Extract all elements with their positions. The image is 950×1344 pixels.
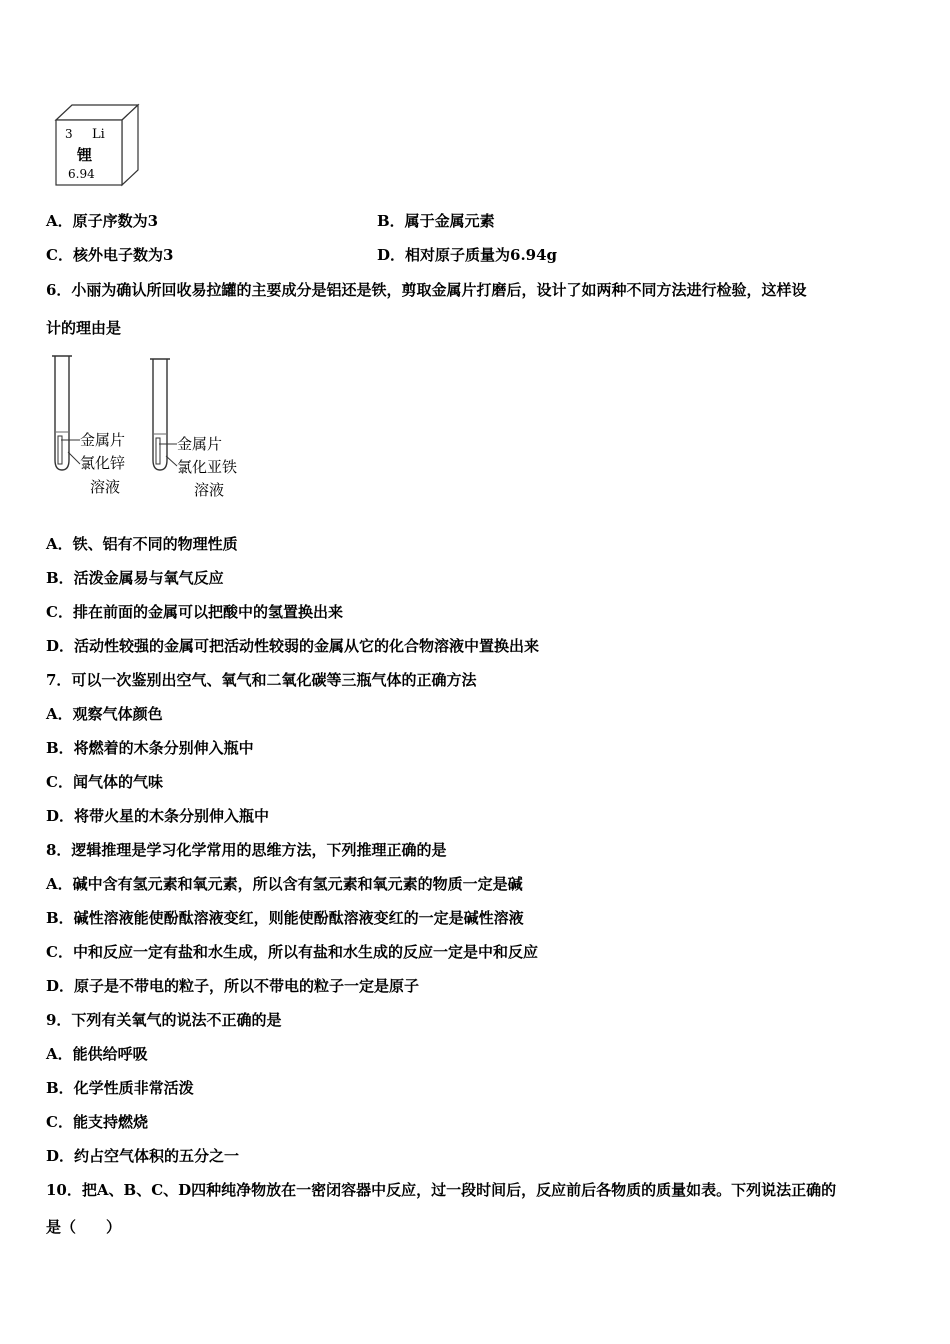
test-tube-1	[52, 356, 125, 496]
q10-stem-line2: 是（ ）	[46, 1218, 122, 1236]
q9-option-b: B．化学性质非常活泼	[46, 1079, 194, 1097]
q7-option-d: D．将带火星的木条分别伸入瓶中	[46, 807, 270, 825]
element-name: 锂	[77, 146, 93, 164]
element-symbol: Li	[92, 127, 105, 142]
q8-stem: 8．逻辑推理是学习化学常用的思维方法，下列推理正确的是	[46, 841, 447, 859]
q8-option-d: D．原子是不带电的粒子，所以不带电的粒子一定是原子	[46, 977, 420, 995]
test-tube-figure	[44, 352, 254, 502]
q7-option-b: B．将燃着的木条分别伸入瓶中	[46, 739, 254, 757]
tube1-label-solution-2: 溶液	[90, 478, 121, 496]
q5-option-c: C．核外电子数为3	[46, 246, 174, 264]
q7-option-a: A．观察气体颜色	[46, 705, 163, 723]
q7-stem: 7．可以一次鉴别出空气、氧气和二氧化碳等三瓶气体的正确方法	[46, 671, 477, 689]
q6-stem-line2: 计的理由是	[46, 319, 122, 337]
q6-option-b: B．活泼金属易与氧气反应	[46, 569, 224, 587]
tube2-label-solution: 氯化亚铁	[177, 458, 238, 476]
q5-option-d: D．相对原子质量为6.94g	[377, 246, 558, 264]
tube2-label-solution-2: 溶液	[194, 481, 225, 499]
q10-stem-line1: 10．把A、B、C、D四种纯净物放在一密闭容器中反应，过一段时间后，反应前后各物质的质量如表。下列说法正确的	[46, 1181, 837, 1199]
q8-option-b: B．碱性溶液能使酚酞溶液变红，则能使酚酞溶液变红的一定是碱性溶液	[46, 909, 524, 927]
q5-option-a: A．原子序数为3	[46, 212, 159, 230]
q9-option-a: A．能供给呼吸	[46, 1045, 148, 1063]
q6-stem-line1: 6．小丽为确认所回收易拉罐的主要成分是铝还是铁，剪取金属片打磨后，设计了如两种不同方法进行检验，这样设	[46, 281, 807, 299]
q9-option-c: C．能支持燃烧	[46, 1113, 148, 1131]
q8-option-c: C．中和反应一定有盐和水生成，所以有盐和水生成的反应一定是中和反应	[46, 943, 538, 961]
q6-option-a: A．铁、铝有不同的物理性质	[46, 535, 238, 553]
q9-stem: 9．下列有关氧气的说法不正确的是	[46, 1011, 282, 1029]
q6-option-c: C．排在前面的金属可以把酸中的氢置换出来	[46, 603, 343, 621]
atomic-number: 3	[65, 127, 73, 141]
test-tube-2	[150, 359, 237, 499]
lithium-element-card	[52, 102, 142, 188]
tube1-label-solution: 氯化锌	[80, 454, 126, 472]
q8-option-a: A．碱中含有氢元素和氧元素，所以含有氢元素和氧元素的物质一定是碱	[46, 875, 523, 893]
q9-option-d: D．约占空气体积的五分之一	[46, 1147, 240, 1165]
tube2-label-metal: 金属片	[177, 435, 223, 453]
atomic-mass: 6.94	[68, 167, 95, 181]
q5-option-b: B．属于金属元素	[377, 212, 495, 230]
q6-option-d: D．活动性较强的金属可把活动性较弱的金属从它的化合物溶液中置换出来	[46, 637, 540, 655]
q7-option-c: C．闻气体的气味	[46, 773, 163, 791]
tube1-label-metal: 金属片	[80, 431, 126, 449]
